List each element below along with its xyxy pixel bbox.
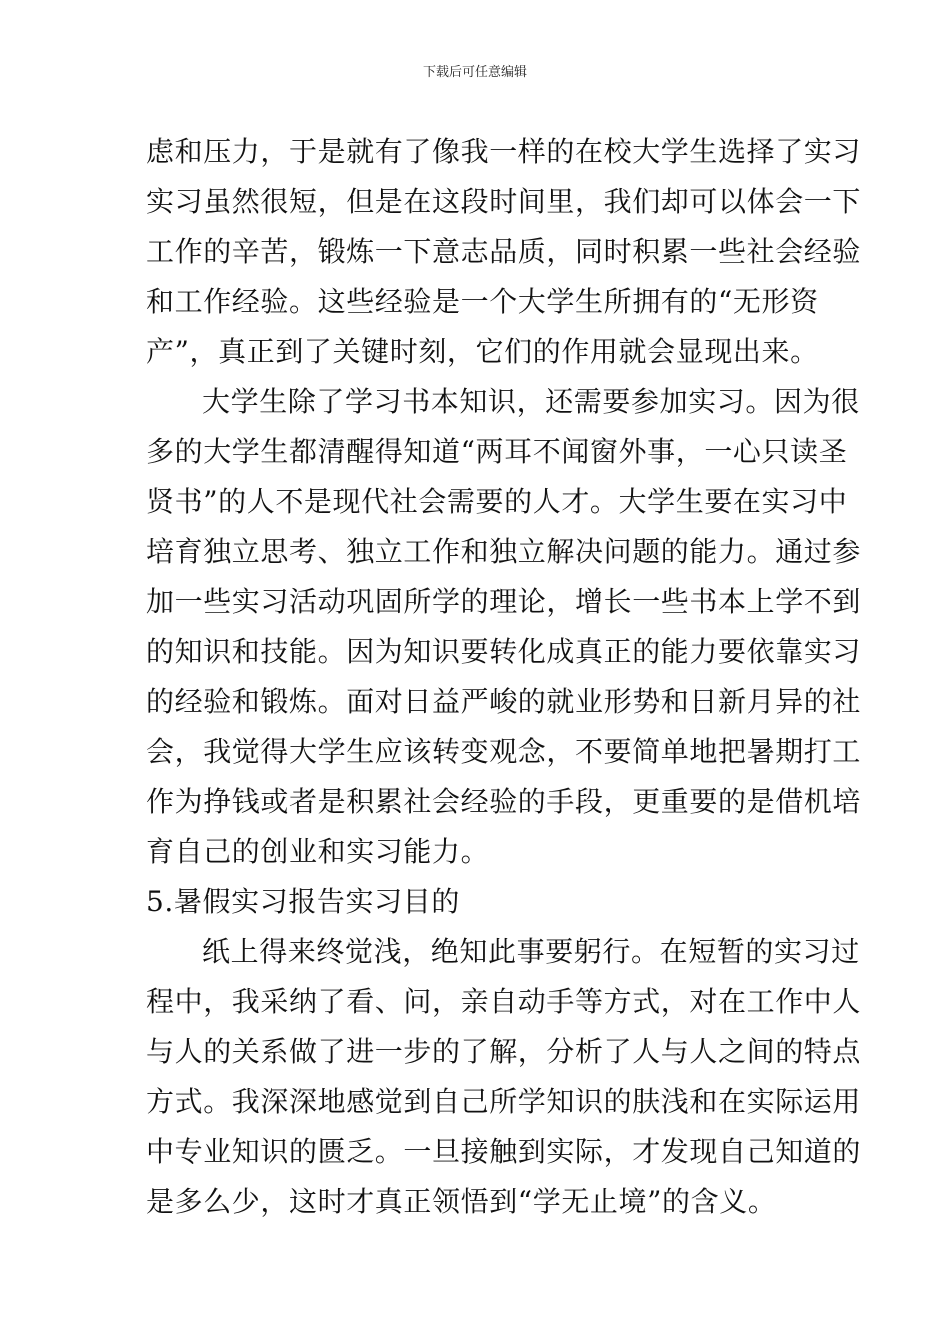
text-line: 实习虽然很短，但是在这段时间里，我们却可以体会一下 [146,185,862,218]
text-line: 作为挣钱或者是积累社会经验的手段，更重要的是借机培 [146,785,862,818]
paragraph-first-line: 纸上得来终觉浅，绝知此事要躬行。在短暂的实习过 [202,935,860,968]
text-line: 工作的辛苦，锻炼一下意志品质，同时积累一些社会经验 [146,235,862,268]
text-line: 和工作经验。这些经验是一个大学生所拥有的“无形资 [146,285,819,318]
text-line: 是多么少，这时才真正领悟到“学无止境”的含义。 [146,1185,777,1218]
text-line: 中专业知识的匮乏。一旦接触到实际，才发现自己知道的 [146,1135,862,1168]
text-line: 多的大学生都清醒得知道“两耳不闻窗外事，一心只读圣 [146,435,848,468]
text-line: 加一些实习活动巩固所学的理论，增长一些书本上学不到 [146,585,862,618]
text-line: 培育独立思考、独立工作和独立解决问题的能力。通过参 [146,535,862,568]
text-line: 贤书”的人不是现代社会需要的人才。大学生要在实习中 [146,485,848,518]
page-header: 下载后可任意编辑 [422,65,527,80]
text-line: 程中，我采纳了看、问，亲自动手等方式，对在工作中人 [146,985,862,1018]
text-line: 方式。我深深地感觉到自己所学知识的肤浅和在实际运用 [146,1085,862,1118]
section-heading: 5.暑假实习报告实习目的 [146,885,460,918]
text-line: 产”，真正到了关键时刻，它们的作用就会显现出来。 [146,335,819,368]
text-line: 的知识和技能。因为知识要转化成真正的能力要依靠实习 [146,635,862,668]
text-line: 的经验和锻炼。面对日益严峻的就业形势和日新月异的社 [146,685,862,718]
text-line: 虑和压力，于是就有了像我一样的在校大学生选择了实习 [146,135,862,168]
paragraph-first-line: 大学生除了学习书本知识，还需要参加实习。因为很 [202,385,860,418]
text-line: 育自己的创业和实习能力。 [146,835,490,868]
document-body [146,127,862,1227]
text-line: 与人的关系做了进一步的了解，分析了人与人之间的特点 [146,1035,862,1068]
text-line: 会，我觉得大学生应该转变观念，不要简单地把暑期打工 [146,735,862,768]
